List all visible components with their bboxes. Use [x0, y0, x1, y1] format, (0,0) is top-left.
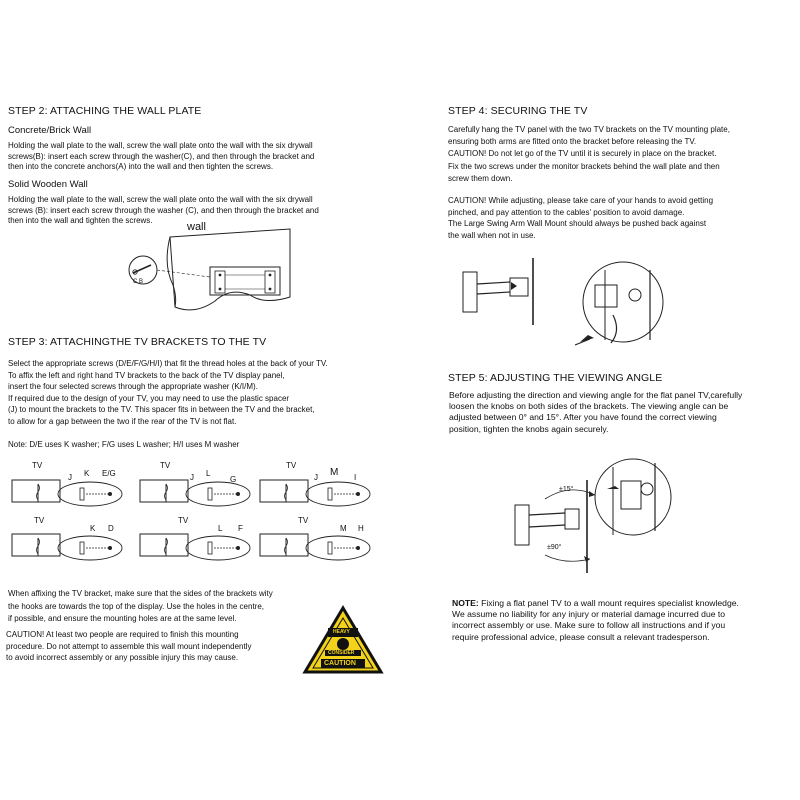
text-line: CAUTION! While adjusting, please take care of your hands to avoid getting: [448, 196, 714, 205]
securing-tv-drawing: [455, 250, 685, 360]
text-line: if possible, and ensure the mounting holes are at the same level.: [8, 614, 237, 623]
text-line: position, tighten the knobs again securely.: [449, 423, 609, 434]
caution-warning-icon: [303, 606, 383, 676]
text-line: insert the four selected screws through the appropriate washer (K/I/M).: [8, 382, 258, 391]
washer-label: M: [340, 524, 347, 533]
step3-heading: STEP 3: ATTACHINGTHE TV BRACKETS TO THE TV: [8, 336, 267, 348]
caution-sign-mid: CONSIDER: [328, 650, 355, 656]
tv-label: TV: [286, 461, 297, 470]
washer-label: K: [90, 524, 96, 533]
text-line: When affixing the TV bracket, make sure that the sides of the brackets wity: [8, 589, 273, 598]
step3-caution-text: [6, 629, 251, 664]
text-line: (J) to mount the brackets to the TV. This spacer fits in between the TV and the bracket,: [8, 405, 315, 414]
washer-label: L: [218, 524, 223, 533]
specialist-note: [452, 598, 739, 643]
spacer-label: J: [314, 473, 318, 482]
step4-heading: STEP 4: SECURING THE TV: [448, 105, 588, 117]
viewing-angle-drawing: [505, 455, 695, 580]
note-first-line: [452, 598, 739, 609]
text-line: The Large Swing Arm Wall Mount should always be pushed back against: [448, 219, 707, 229]
bracket-diagram: [138, 514, 253, 564]
washer-label: K: [84, 469, 90, 478]
text-line: then into the wall and tighten the screws.: [8, 216, 153, 226]
washer-label: M: [330, 467, 339, 478]
text-line: to avoid incorrect assembly or any possible injury this may cause.: [6, 653, 239, 662]
text-line: adjusted between 0° and 15°. After you have found the correct viewing: [449, 412, 717, 423]
text-line: Fix the two screws under the monitor brackets behind the wall plate and then: [448, 161, 720, 171]
bracket-diagram: [138, 460, 253, 510]
text-line: If required due to the design of your TV, you may need to use the plastic spacer: [8, 393, 290, 403]
note-first-text: Fixing a flat panel TV to a wall mount requires specialist knowledge.: [481, 598, 739, 608]
text-line: CAUTION! Do not let go of the TV until it is securely in place on the bracket.: [448, 149, 717, 159]
text-line: pinched, and pay attention to the cables' position to avoid damage.: [448, 207, 685, 217]
concrete-wall-heading: Concrete/Brick Wall: [8, 125, 92, 136]
text-line: then into the concrete anchors(A) into the wall and then tighten the screws.: [8, 162, 274, 172]
screw-callout-label: C B: [133, 279, 144, 285]
tv-label: TV: [160, 461, 171, 470]
washer-label: L: [206, 469, 211, 478]
bracket-drawing: [138, 460, 253, 510]
bracket-diagram: [258, 514, 373, 564]
concrete-wall-text: [8, 141, 314, 173]
text-line: CAUTION! At least two people are required to finish this mounting: [6, 630, 239, 639]
tv-label: TV: [32, 461, 43, 470]
screw-label: I: [354, 473, 357, 482]
step3-text: [8, 358, 328, 427]
viewing-angle-illustration: [505, 455, 695, 580]
text-line: the hooks are towards the top of the display. Use the holes in the centre,: [8, 601, 265, 611]
bracket-drawing: [10, 460, 125, 510]
bracket-drawing: [10, 514, 125, 564]
bracket-drawing: [258, 514, 373, 564]
step5-text: [449, 390, 742, 435]
wall-plate-drawing: [115, 225, 315, 325]
washer-note: Note: D/E uses K washer; F/G uses L washer; H/I uses M washer: [8, 440, 240, 449]
screw-label: F: [238, 524, 243, 533]
securing-tv-illustration: [455, 250, 685, 360]
wall-plate-illustration: [115, 221, 315, 325]
text-line: Select the appropriate screws (D/E/F/G/H/I) that fit the thread holes at the back of your TV.: [8, 359, 328, 368]
caution-sign-bottom: CAUTION: [324, 660, 356, 667]
swivel-angle-label: ±90°: [547, 544, 562, 551]
text-line: We assume no liability for any injury or material damage incurred due to: [452, 609, 726, 620]
text-line: Holding the wall plate to the wall, screw the wall plate onto the wall with the six drywall: [8, 141, 313, 150]
text-line: loosen the knobs on both sides of the brackets. The viewing angle can be: [449, 401, 729, 412]
spacer-label: J: [190, 473, 194, 482]
screw-label: G: [230, 475, 237, 484]
text-line: Carefully hang the TV panel with the two TV brackets on the TV mounting plate,: [448, 125, 730, 134]
screw-label: H: [358, 524, 364, 533]
text-line: Before adjusting the direction and viewing angle for the flat panel TV,carefully: [449, 390, 743, 400]
step4-caution-text: [448, 195, 713, 241]
bracket-diagram: [10, 514, 125, 564]
caution-sign-top: HEAVY: [333, 629, 350, 635]
screw-label: E/G: [102, 469, 116, 478]
text-line: Holding the wall plate to the wall, screw the wall plate onto the wall with the six drywall: [8, 195, 313, 204]
bracket-diagram: [10, 460, 125, 510]
spacer-label: J: [68, 473, 72, 482]
text-line: screw them down.: [448, 173, 513, 183]
step4-text: [448, 124, 730, 185]
text-line: the wall when not in use.: [448, 230, 536, 240]
bracket-drawing: [258, 460, 373, 510]
tv-label: TV: [34, 516, 45, 525]
screw-label: D: [108, 524, 114, 533]
text-line: screws(B): insert each screw through the washer(C), and then through the bracket and: [8, 151, 315, 161]
wooden-wall-text: [8, 195, 319, 227]
affix-text: [8, 588, 273, 626]
text-line: procedure. Do not attempt to assemble this wall mount independently: [6, 641, 252, 651]
bracket-drawing: [138, 514, 253, 564]
note-label: NOTE:: [452, 598, 479, 608]
text-line: ensuring both arms are fitted onto the bracket before releasing the TV.: [448, 137, 697, 147]
text-line: require professional advice, please consult a relevant tradesperson.: [452, 631, 710, 642]
text-line: to allow for a gap between the two if the rear of the TV is not flat.: [8, 416, 237, 426]
text-line: incorrect assembly or use. Make sure to follow all instructions and if you: [452, 620, 726, 631]
bracket-diagram: [258, 460, 373, 510]
step2-heading: STEP 2: ATTACHING THE WALL PLATE: [8, 105, 202, 117]
text-line: screws (B): insert each screw through the washer (C), and then through the bracket and: [8, 205, 319, 215]
tv-label: TV: [178, 516, 189, 525]
text-line: To affix the left and right hand TV brackets to the back of the TV display panel,: [8, 370, 285, 380]
tilt-angle-label: ±15°: [559, 486, 574, 493]
step5-heading: STEP 5: ADJUSTING THE VIEWING ANGLE: [448, 372, 663, 384]
wall-label: wall: [187, 221, 206, 233]
wooden-wall-heading: Solid Wooden Wall: [8, 179, 88, 190]
tv-label: TV: [298, 516, 309, 525]
